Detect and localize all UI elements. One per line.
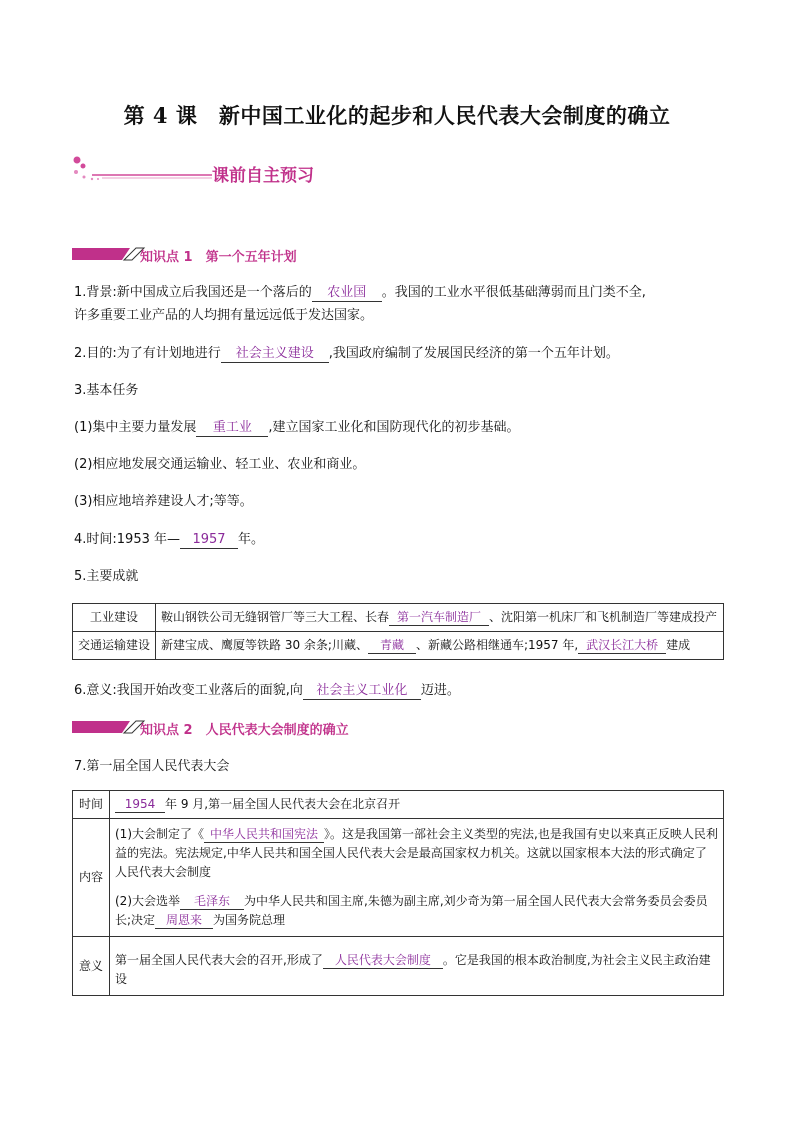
answer-blank: 农业国	[312, 285, 382, 302]
kp1-label: 知识点 1 第一个五年计划	[140, 250, 297, 265]
answer-blank: 社会主义工业化	[303, 683, 421, 700]
table-header-cell: 时间	[73, 791, 110, 819]
kp1-line-3: 3.基本任务	[74, 383, 139, 398]
kp1-line-5: (2)相应地发展交通运输业、轻工业、农业和商业。	[74, 457, 366, 472]
achievements-table	[72, 603, 724, 660]
section-title: 课前自主预习	[212, 166, 314, 186]
kp2-label: 知识点 2 人民代表大会制度的确立	[140, 723, 349, 738]
table-header-cell: 工业建设	[73, 604, 156, 632]
answer-blank: 毛泽东	[180, 893, 244, 910]
answer-blank: 第一汽车制造厂	[389, 609, 489, 626]
content-paragraph-2: (2)大会选举 毛泽东 为中华人民共和国主席,朱德为副主席,刘少奇为第一届全国人民代表大会常务委员会委员长;决定 周恩来 为国务院总理	[115, 894, 708, 927]
answer-blank: 1957	[180, 532, 238, 549]
table-cell: 新建宝成、鹰厦等铁路 30 余条;川藏、 青藏 、新藏公路相继通车;1957 年, 武汉长江大桥 建成	[156, 632, 724, 660]
content-paragraph-1: (1)大会制定了《 中华人民共和国宪法 》。这是我国第一部社会主义类型的宪法,也是我国有史以来真正反映人民利益的宪法。宪法规定,中华人民共和国全国人民代表大会是最高国家权力机关。这就以国家根本大法的形式确定了人民代表大会制度	[115, 827, 718, 879]
table-row	[73, 632, 724, 660]
table-header-cell: 交通运输建设	[73, 632, 156, 660]
answer-blank: 中华人民共和国宪法	[204, 826, 324, 843]
table-row	[73, 604, 724, 632]
table-cell	[110, 819, 724, 937]
answer-blank: 1954	[115, 796, 165, 813]
kp2-line-1: 7.第一届全国人民代表大会	[74, 759, 230, 774]
table-header-cell: 意义	[73, 937, 110, 996]
answer-blank: 人民代表大会制度	[323, 952, 443, 969]
kp1-line-1: 1.背景:新中国成立后我国还是一个落后的 农业国 。我国的工业水平很低基础薄弱而且门类不全,	[74, 285, 646, 300]
table-header-cell: 内容	[73, 819, 110, 937]
table-cell: 第一届全国人民代表大会的召开,形成了 人民代表大会制度 。它是我国的根本政治制度,为社会主义民主政治建设	[110, 937, 724, 996]
table-cell: 鞍山钢铁公司无缝钢管厂等三大工程、长春 第一汽车制造厂 、沈阳第一机床厂和飞机制造厂等建成投产	[156, 604, 724, 632]
table-row	[73, 937, 724, 996]
kp1-line-8: 5.主要成就	[74, 569, 139, 584]
answer-blank: 青藏	[368, 637, 416, 654]
table-row	[73, 791, 724, 819]
kp1-line-1b: 许多重要工业产品的人均拥有量远远低于发达国家。	[74, 308, 374, 323]
kp1-line-4: (1)集中主要力量发展 重工业 ,建立国家工业化和国防现代化的初步基础。	[74, 420, 520, 435]
npc-table	[72, 790, 724, 996]
table-cell: 1954 年 9 月,第一届全国人民代表大会在北京召开	[110, 791, 724, 819]
kp1-line-7: 4.时间:1953 年— 1957 年。	[74, 532, 265, 547]
kp1-line-2: 2.目的:为了有计划地进行 社会主义建设 ,我国政府编制了发展国民经济的第一个五年计划。	[74, 346, 619, 361]
answer-blank: 社会主义建设	[221, 346, 329, 363]
answer-blank: 武汉长江大桥	[578, 637, 666, 654]
section-decoration	[72, 155, 212, 185]
kp1-line-6: (3)相应地培养建设人才;等等。	[74, 494, 253, 509]
table-row	[73, 819, 724, 937]
page-title: 第 4 课 新中国工业化的起步和人民代表大会制度的确立	[123, 103, 671, 128]
answer-blank: 周恩来	[155, 912, 213, 929]
answer-blank: 重工业	[196, 420, 268, 437]
kp1-line-9: 6.意义:我国开始改变工业落后的面貌,向 社会主义工业化 迈进。	[74, 683, 460, 698]
